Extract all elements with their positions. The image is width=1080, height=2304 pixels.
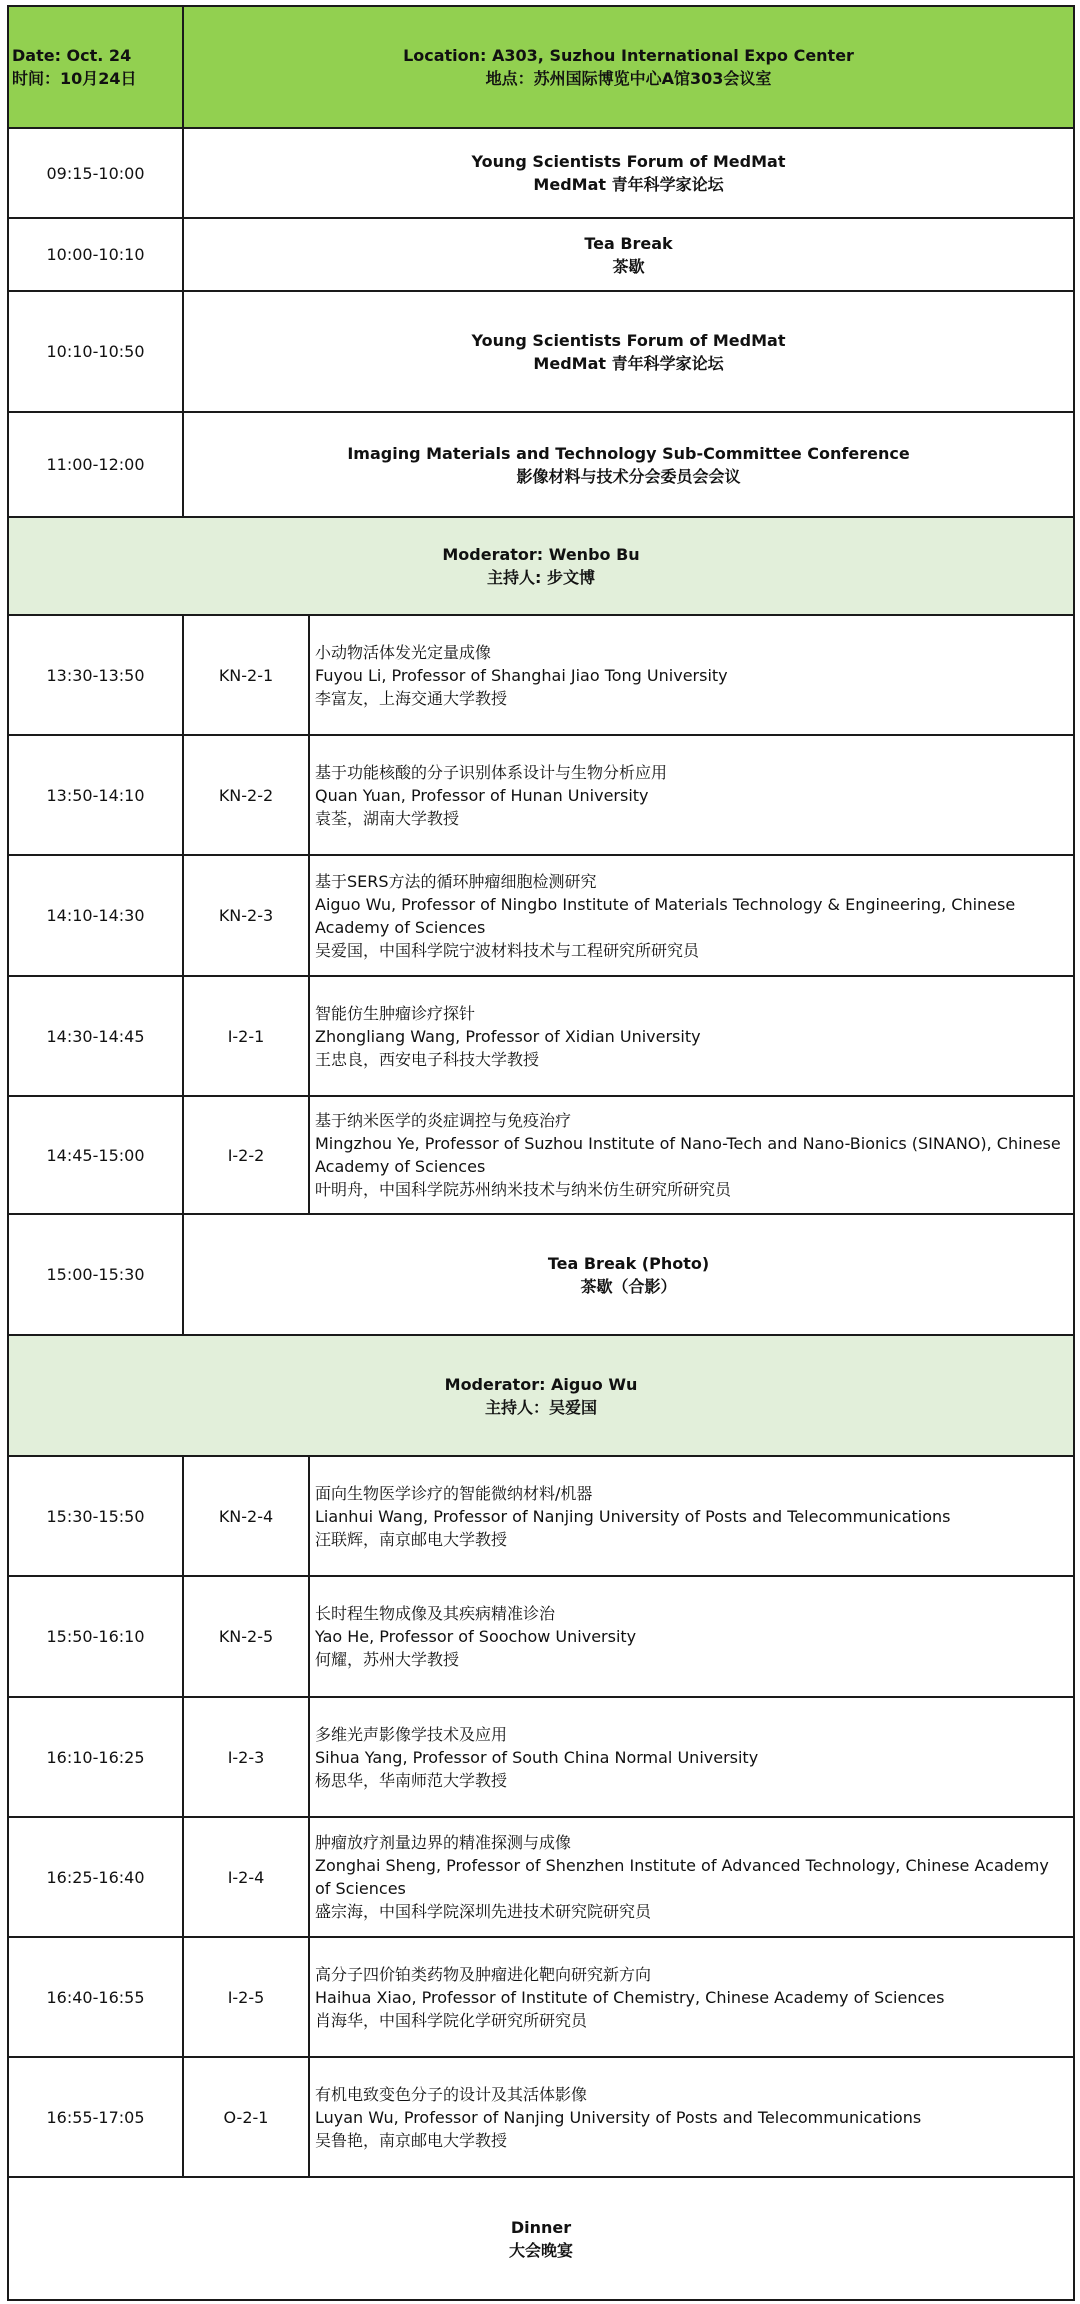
talk-title: 面向生物医学诊疗的智能微纳材料/机器: [315, 1483, 593, 1503]
talk-code: I-2-3: [183, 1697, 309, 1817]
talk-code: KN-2-4: [183, 1456, 309, 1576]
talk-row: [8, 1817, 1074, 1937]
time-cell: 15:50-16:10: [8, 1576, 183, 1697]
speaker-zh: 盛宗海，中国科学院深圳先进技术研究院研究员: [315, 1902, 652, 1921]
speaker-zh: 吴爱国，中国科学院宁波材料技术与工程研究所研究员: [315, 940, 700, 960]
moderator-en: Moderator: Aiguo Wu: [444, 1374, 638, 1394]
session-title-zh: 影像材料与技术分会委员会会议: [516, 466, 741, 486]
dinner-row: [8, 2177, 1074, 2300]
talk-row: [8, 1937, 1074, 2057]
talk-title: 肿瘤放疗剂量边界的精准探测与成像: [315, 1833, 572, 1852]
talk-title: 长时程生物成像及其疾病精准诊治: [315, 1604, 556, 1623]
talk-title: 智能仿生肿瘤诊疗探针: [315, 1003, 476, 1023]
speaker-zh: 吴鲁艳，南京邮电大学教授: [315, 2130, 508, 2150]
moderator-cell: [8, 1335, 1074, 1456]
talk-title: 基于SERS方法的循环肿瘤细胞检测研究: [315, 871, 597, 891]
speaker-en: Aiguo Wu, Professor of Ningbo Institute of Materials Technology & Engineering, Chinese Academy of Sciences: [315, 894, 1016, 937]
time-cell: 16:55-17:05: [8, 2057, 183, 2177]
dinner-en: Dinner: [510, 2217, 572, 2237]
location-en: Location: A303, Suzhou International Expo Center: [403, 46, 854, 65]
talk-title: 有机电致变色分子的设计及其活体影像: [315, 2084, 588, 2104]
location-zh: 地点：苏州国际博览中心A馆303会议室: [485, 69, 772, 88]
speaker-zh: 肖海华，中国科学院化学研究所研究员: [315, 2010, 588, 2030]
session-title-en: Young Scientists Forum of MedMat: [471, 330, 786, 350]
talk-code: I-2-5: [183, 1937, 309, 2057]
time-cell: 13:30-13:50: [8, 615, 183, 735]
talk-code: KN-2-1: [183, 615, 309, 735]
talk-cell: [309, 1456, 1074, 1576]
session-cell: [183, 412, 1074, 517]
time-cell: 15:00-15:30: [8, 1214, 183, 1335]
talk-code: I-2-1: [183, 976, 309, 1096]
session-cell: [183, 128, 1074, 218]
date-cell: [8, 6, 183, 128]
talk-title: 基于功能核酸的分子识别体系设计与生物分析应用: [315, 762, 668, 782]
session-title-en: Young Scientists Forum of MedMat: [471, 152, 786, 171]
talk-cell: [309, 1576, 1074, 1697]
talk-cell: [309, 1817, 1074, 1937]
moderator-zh: 主持人：吴爱国: [485, 1397, 598, 1417]
time-cell: 11:00-12:00: [8, 412, 183, 517]
time-cell: 16:25-16:40: [8, 1817, 183, 1937]
session-title-zh: MedMat 青年科学家论坛: [533, 175, 724, 194]
session-row: [8, 128, 1074, 218]
session-row: [8, 291, 1074, 412]
time-cell: 10:00-10:10: [8, 218, 183, 291]
talk-code: I-2-2: [183, 1096, 309, 1214]
time-cell: 16:10-16:25: [8, 1697, 183, 1817]
speaker-zh: 袁荃，湖南大学教授: [315, 808, 460, 828]
talk-code: I-2-4: [183, 1817, 309, 1937]
speaker-en: Luyan Wu, Professor of Nanjing University of Posts and Telecommunications: [315, 2107, 922, 2127]
session-row: [8, 412, 1074, 517]
speaker-zh: 何耀，苏州大学教授: [315, 1650, 460, 1669]
talk-cell: [309, 1697, 1074, 1817]
speaker-en: Lianhui Wang, Professor of Nanjing University of Posts and Telecommunications: [315, 1506, 951, 1526]
speaker-en: Fuyou Li, Professor of Shanghai Jiao Tong University: [315, 665, 728, 685]
session-cell: [183, 291, 1074, 412]
talk-title: 小动物活体发光定量成像: [315, 642, 492, 662]
schedule-table: [7, 5, 1075, 2301]
time-cell: 10:10-10:50: [8, 291, 183, 412]
speaker-zh: 李富友，上海交通大学教授: [315, 688, 508, 708]
talk-code: KN-2-3: [183, 855, 309, 976]
talk-cell: [309, 1937, 1074, 2057]
talk-cell: [309, 855, 1074, 976]
talk-cell: [309, 976, 1074, 1096]
speaker-en: Zonghai Sheng, Professor of Shenzhen Institute of Advanced Technology, Chinese Academy of Sciences: [315, 1856, 1049, 1898]
moderator-zh: 主持人: 步文博: [487, 568, 595, 587]
speaker-zh: 杨思华，华南师范大学教授: [315, 1770, 508, 1790]
talk-title: 基于纳米医学的炎症调控与免疫治疗: [315, 1111, 572, 1130]
time-cell: 13:50-14:10: [8, 735, 183, 855]
talk-cell: [309, 735, 1074, 855]
session-title-en: Imaging Materials and Technology Sub-Committee Conference: [347, 443, 910, 463]
talk-row: [8, 1456, 1074, 1576]
session-title-zh: 茶歇（合影）: [580, 1276, 677, 1296]
talk-row: [8, 615, 1074, 735]
dinner-zh: 大会晚宴: [509, 2240, 574, 2260]
talk-code: KN-2-5: [183, 1576, 309, 1697]
session-row: [8, 218, 1074, 291]
date-en: Date: Oct. 24: [12, 46, 132, 65]
talk-title: 多维光声影像学技术及应用: [315, 1724, 508, 1744]
time-cell: 14:30-14:45: [8, 976, 183, 1096]
moderator-en: Moderator: Wenbo Bu: [442, 545, 640, 564]
talk-row: [8, 1697, 1074, 1817]
time-cell: 16:40-16:55: [8, 1937, 183, 2057]
dinner-cell: [8, 2177, 1074, 2300]
talk-cell: [309, 2057, 1074, 2177]
speaker-en: Sihua Yang, Professor of South China Normal University: [315, 1747, 759, 1767]
time-cell: 15:30-15:50: [8, 1456, 183, 1576]
session-title-zh: 茶歇: [612, 256, 645, 276]
moderator-row: [8, 1335, 1074, 1456]
session-title-en: Tea Break: [584, 233, 673, 253]
speaker-zh: 汪联辉，南京邮电大学教授: [315, 1529, 508, 1549]
speaker-en: Quan Yuan, Professor of Hunan University: [315, 785, 649, 805]
moderator-row: [8, 517, 1074, 615]
talk-code: KN-2-2: [183, 735, 309, 855]
talk-cell: [309, 1096, 1074, 1214]
speaker-en: Yao He, Professor of Soochow University: [315, 1627, 637, 1646]
session-cell: [183, 218, 1074, 291]
talk-title: 高分子四价铂类药物及肿瘤进化靶向研究新方向: [315, 1964, 652, 1984]
talk-code: O-2-1: [183, 2057, 309, 2177]
location-cell: [183, 6, 1074, 128]
session-cell: [183, 1214, 1074, 1335]
talk-row: [8, 735, 1074, 855]
speaker-en: Mingzhou Ye, Professor of Suzhou Institute of Nano-Tech and Nano-Bionics (SINANO), Chinese Academy of Sciences: [315, 1134, 1061, 1176]
time-cell: 09:15-10:00: [8, 128, 183, 218]
header-row: [8, 6, 1074, 128]
speaker-zh: 叶明舟，中国科学院苏州纳米技术与纳米仿生研究所研究员: [315, 1180, 732, 1199]
talk-row: [8, 1576, 1074, 1697]
speaker-zh: 王忠良，西安电子科技大学教授: [315, 1049, 540, 1069]
talk-cell: [309, 615, 1074, 735]
moderator-cell: [8, 517, 1074, 615]
talk-row: [8, 976, 1074, 1096]
session-title-en: Tea Break (Photo): [547, 1253, 710, 1273]
session-title-zh: MedMat 青年科学家论坛: [533, 353, 724, 373]
speaker-en: Zhongliang Wang, Professor of Xidian University: [315, 1026, 701, 1046]
speaker-en: Haihua Xiao, Professor of Institute of Chemistry, Chinese Academy of Sciences: [315, 1987, 945, 2007]
time-cell: 14:45-15:00: [8, 1096, 183, 1214]
time-cell: 14:10-14:30: [8, 855, 183, 976]
talk-row: [8, 855, 1074, 976]
date-zh: 时间：10月24日: [12, 69, 137, 88]
talk-row: [8, 2057, 1074, 2177]
session-row: [8, 1214, 1074, 1335]
talk-row: [8, 1096, 1074, 1214]
